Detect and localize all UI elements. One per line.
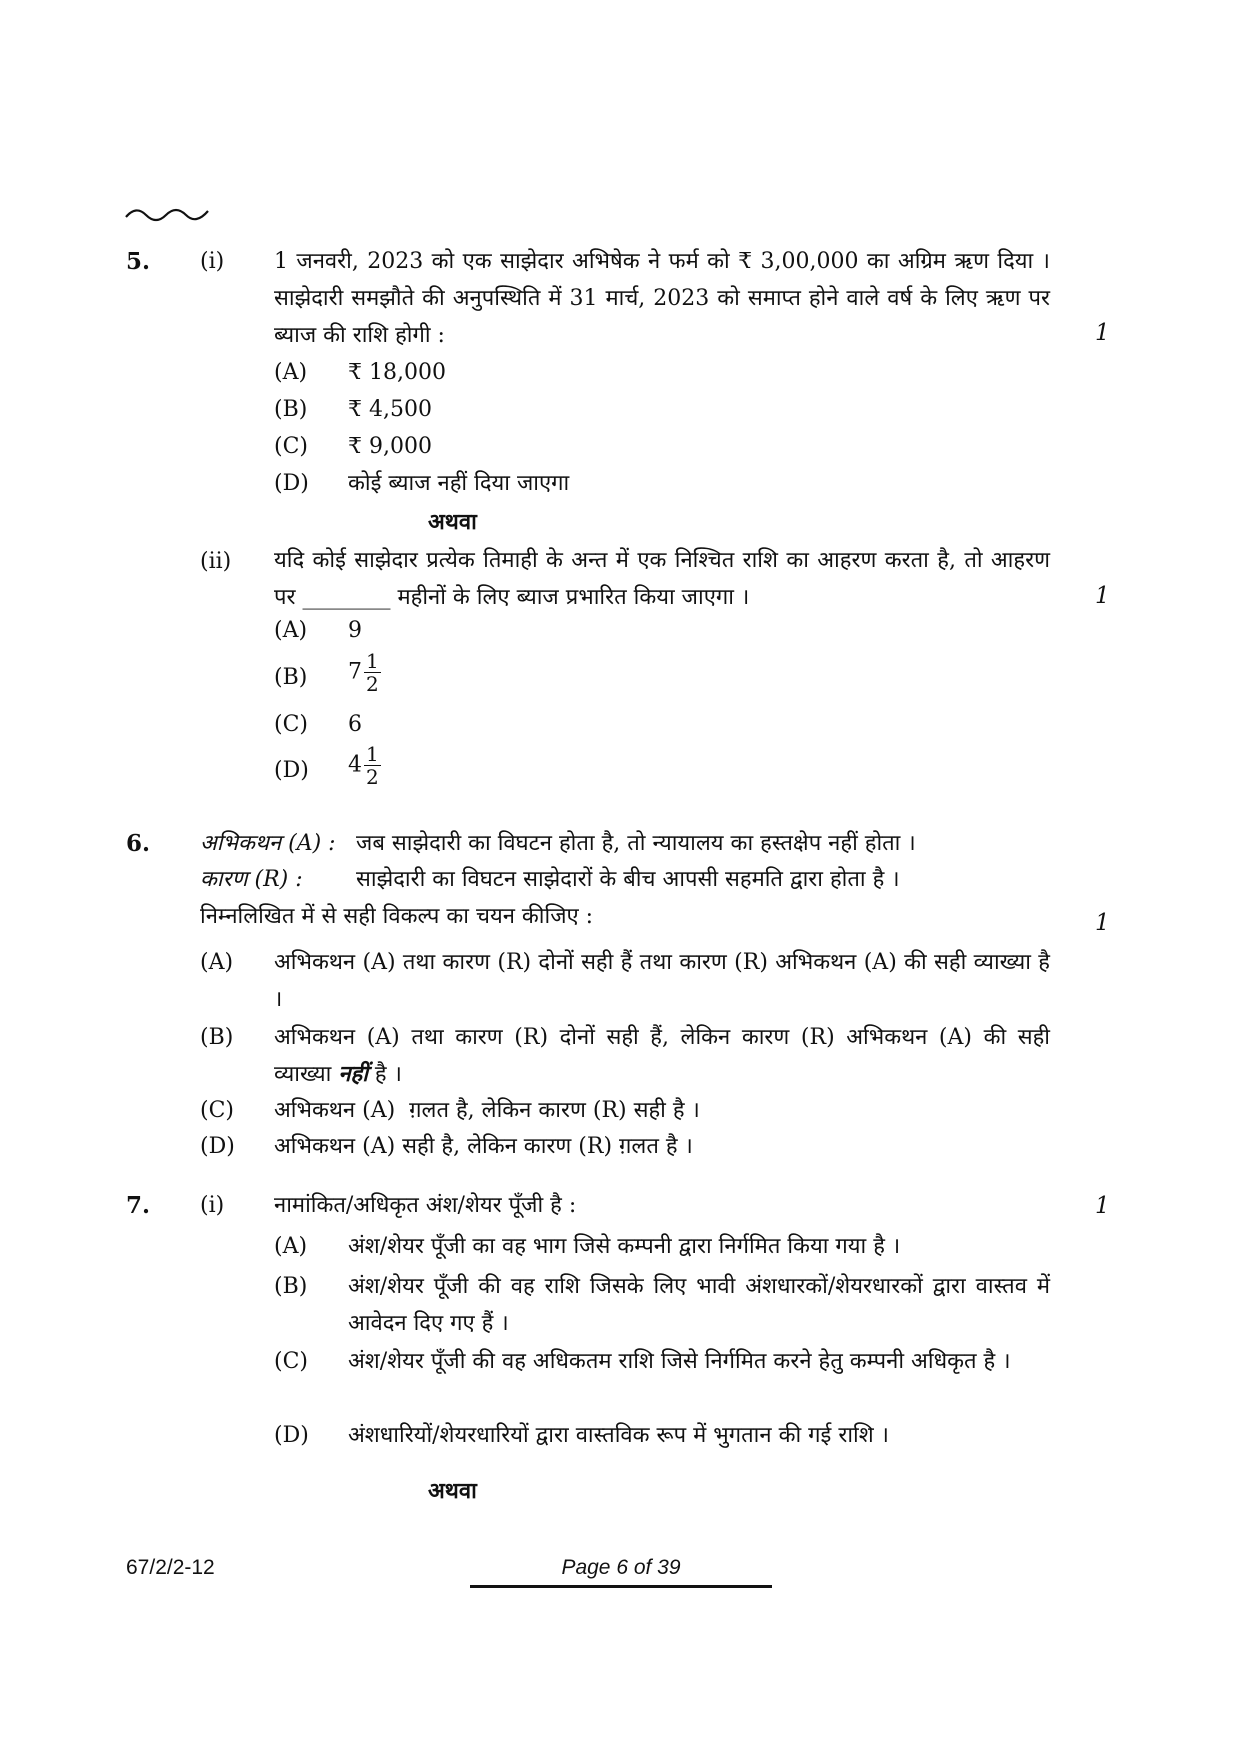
question-7-part-i-label: (i)	[200, 1193, 225, 1218]
assertion-label: अभिकथन (A) :	[200, 831, 336, 856]
page-number: Page 6 of 39	[561, 1556, 681, 1579]
q6-option-a-text: अभिकथन (A) तथा कारण (R) दोनों सही हैं तथा कारण (R) अभिकथन (A) की सही व्याख्या है ।	[274, 950, 1050, 1012]
reason-label: कारण (R) :	[200, 867, 303, 892]
q6-option-a-label: (A)	[200, 950, 234, 975]
q7-option-d-label: (D)	[274, 1423, 309, 1448]
q5-i-option-c-text: ₹ 9,000	[348, 434, 432, 459]
fraction-numerator: 1	[366, 649, 379, 673]
q6-option-c-label: (C)	[200, 1098, 234, 1123]
q5-ii-option-a-label: (A)	[274, 618, 308, 643]
q5-i-option-d-label: (D)	[274, 471, 309, 496]
question-5-part-i-label: (i)	[200, 249, 225, 274]
q7-option-c-text: अंश/शेयर पूँजी की वह अधिकतम राशि जिसे निर्गमित करने हेतु कम्पनी अधिकृत है ।	[348, 1349, 1011, 1374]
q5-ii-option-d-value	[348, 743, 381, 788]
question-5-number: 5.	[126, 248, 151, 275]
q5-i-option-d-text: कोई ब्याज नहीं दिया जाएगा	[348, 471, 570, 496]
question-5-part-ii-marks: 1	[1095, 583, 1110, 609]
q6-option-b-emphasis: नहीं	[338, 1061, 368, 1087]
q5-ii-option-c-text: 6	[348, 712, 362, 737]
q5-or-separator: अथवा	[428, 509, 477, 535]
q5-ii-option-d-whole: 4	[348, 752, 362, 778]
question-5-part-ii-text: यदि कोई साझेदार प्रत्येक तिमाही के अन्त में एक निश्चित राशि का आहरण करता है, तो आहरण पर ________ महीनों के लिए ब्याज प्रभारित किया जाएगा ।	[274, 548, 1050, 610]
q5-ii-option-d-label: (D)	[274, 758, 309, 783]
reason-text: साझेदारी का विघटन साझेदारों के बीच आपसी सहमति द्वारा होता है ।	[356, 867, 900, 892]
paper-code: 67/2/2-12	[126, 1556, 215, 1579]
q6-option-b-text	[274, 1019, 1050, 1093]
q7-option-d-text: अंशधारियों/शेयरधारियों द्वारा वास्तविक रूप में भुगतान की गई राशि ।	[348, 1423, 890, 1448]
q7-option-b-text: अंश/शेयर पूँजी की वह राशि जिसके लिए भावी अंशधारकों/शेयरधारकों द्वारा वास्तव में आवेदन दिए गए हैं ।	[348, 1274, 1050, 1336]
q7-option-c-label: (C)	[274, 1349, 308, 1374]
assertion-text: जब साझेदारी का विघटन होता है, तो न्यायालय का हस्तक्षेप नहीं होता ।	[356, 831, 916, 856]
q5-ii-option-d-fraction	[364, 743, 381, 788]
q7-option-a-text: अंश/शेयर पूँजी का वह भाग जिसे कम्पनी द्वारा निर्गमित किया गया है ।	[348, 1234, 901, 1259]
question-6-number: 6.	[126, 830, 151, 857]
q5-ii-option-c-label: (C)	[274, 712, 308, 737]
q5-i-option-b-label: (B)	[274, 397, 308, 422]
fraction-denominator: 2	[366, 765, 379, 789]
q6-option-d-text: अभिकथन (A) सही है, लेकिन कारण (R) ग़लत है ।	[274, 1134, 693, 1159]
fraction-denominator: 2	[366, 672, 379, 696]
fraction-numerator: 1	[366, 742, 379, 766]
footer-divider	[470, 1585, 772, 1588]
q6-option-b-text-end: है ।	[374, 1062, 402, 1087]
question-5-part-i-marks: 1	[1095, 320, 1110, 346]
q6-option-c-text: अभिकथन (A) ग़लत है, लेकिन कारण (R) सही है ।	[274, 1098, 700, 1123]
q6-option-b-label: (B)	[200, 1025, 234, 1050]
q5-i-option-c-label: (C)	[274, 434, 308, 459]
q7-or-separator: अथवा	[428, 1478, 477, 1504]
q5-i-option-a-text: ₹ 18,000	[348, 360, 446, 385]
question-7-part-i-text: नामांकित/अधिकृत अंश/शेयर पूँजी है :	[274, 1193, 577, 1218]
q6-option-b-text-main: अभिकथन (A) तथा कारण (R) दोनों सही हैं, लेकिन कारण (R) अभिकथन (A) की सही व्याख्या	[274, 1025, 1050, 1087]
q5-ii-option-b-value	[348, 650, 381, 695]
question-7-part-i-marks: 1	[1095, 1193, 1110, 1219]
question-7-number: 7.	[126, 1192, 151, 1219]
question-6-marks: 1	[1095, 910, 1110, 936]
wave-mark-icon	[124, 203, 214, 223]
question-5-part-ii-label: (ii)	[200, 549, 232, 574]
question-5-part-i-text: 1 जनवरी, 2023 को एक साझेदार अभिषेक ने फर्म को ₹ 3,00,000 का अग्रिम ऋण दिया । साझेदारी समझौते की अनुपस्थिति में 31 मार्च, 2023 को समाप्त होने वाले वर्ष के लिए ऋण पर ब्याज की राशि होगी :	[274, 249, 1050, 348]
q6-instruction: निम्नलिखित में से सही विकल्प का चयन कीजिए :	[200, 904, 594, 929]
q7-option-a-label: (A)	[274, 1234, 308, 1259]
q5-ii-option-b-fraction	[364, 650, 381, 695]
q5-i-option-b-text: ₹ 4,500	[348, 397, 432, 422]
q7-option-b-label: (B)	[274, 1274, 308, 1299]
q5-ii-option-b-label: (B)	[274, 665, 308, 690]
q6-option-d-label: (D)	[200, 1134, 235, 1159]
q5-i-option-a-label: (A)	[274, 360, 308, 385]
q5-ii-option-a-text: 9	[348, 618, 362, 643]
q5-ii-option-b-whole: 7	[348, 659, 362, 685]
